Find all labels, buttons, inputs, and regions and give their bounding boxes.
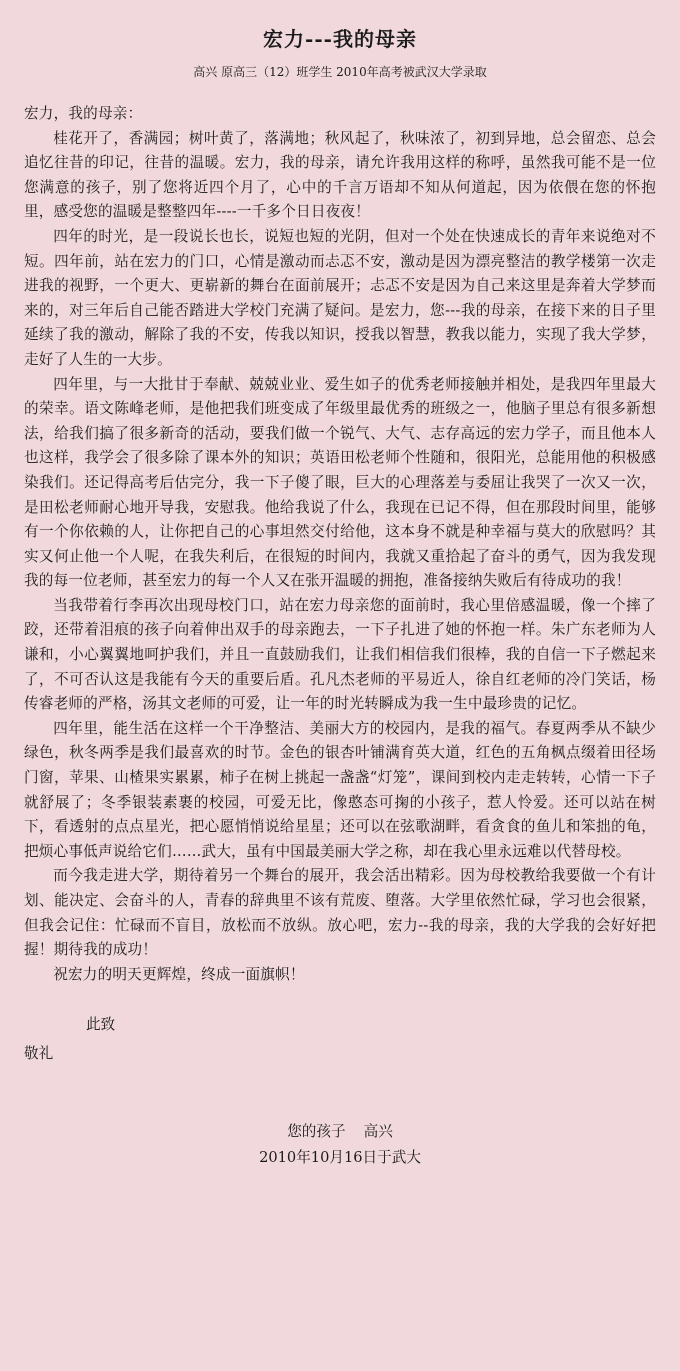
closing-ci-zhi: 此致 — [86, 1016, 116, 1034]
author-info: 高兴 原高三（12）班学生 2010年高考被武汉大学录取 — [193, 65, 487, 79]
article-title: 宏力---我的母亲 — [263, 27, 417, 51]
paragraph-5: 四年里，能生活在这样一个干净整洁、美丽大方的校园内，是我的福气。春夏两季从不缺少绿色，秋冬两季是我们最喜欢的时节。金色的银杏叶铺满育英大道，红色的五角枫点缀着田径场门窗，苹果、山楂果实累累，柿子在树上挑起一盏盏“灯笼”，课间到校内走走转转，心情一下子就舒展了；冬季银装素裹的校园，可爱无比，像憨态可掬的小孩子，惹人怜爱。还可以站在树下，看透射的点点星光，把心愿悄悄说给星星；还可以在弦歌湖畔，看贪食的鱼儿和笨拙的龟，把烦心事低声说给它们……武大，虽有中国最美丽大学之称，却在我心里永远难以代替母校。 — [24, 719, 656, 860]
paragraph-2: 四年的时光，是一段说长也长，说短也短的光阴，但对一个处在快速成长的青年来说绝对不短。四年前，站在宏力的门口，心情是激动而忐忑不安，激动是因为漂亮整洁的教学楼第一次走进我的视野，一个更大、更崭新的舞台在面前展开；忐忑不安是因为自己来这里是奔着大学梦而来的，对三年后自己能否踏进大学校门充满了疑问。是宏力，您---我的母亲，在接下来的日子里延续了我的激动，解除了我的不安，传我以知识，授我以智慧，教我以能力，实现了我大学梦，走好了人生的一大步。 — [24, 227, 656, 368]
signature-from: 您的孩子 — [287, 1122, 346, 1140]
closing-wish: 祝宏力的明天更辉煌，终成一面旗帜！ — [53, 965, 305, 983]
signature-date: 2010年10月16日于武大 — [259, 1148, 421, 1166]
signature-name: 高兴 — [363, 1122, 393, 1140]
closing-jing-li: 敬礼 — [24, 1044, 54, 1062]
salutation: 宏力，我的母亲： — [24, 105, 143, 122]
letter-body — [24, 102, 656, 987]
paragraph-4: 当我带着行李再次出现母校门口，站在宏力母亲您的面前时，我心里倍感温暖，像一个摔了跤，还带着泪痕的孩子向着伸出双手的母亲跑去，一下子扎进了她的怀抱一样。朱广东老师为人谦和，小心翼翼地呵护我们，并且一直鼓励我们，让我们相信我们很棒，我的自信一下子燃起来了，不可否认这是我能有今天的重要后盾。孔凡杰老师的平易近人，徐自红老师的冷门笑话，杨传睿老师的严格，汤其文老师的可爱，让一年的时光转瞬成为我一生中最珍贵的记忆。 — [24, 596, 656, 713]
paragraph-6: 而今我走进大学，期待着另一个舞台的展开，我会活出精彩。因为母校教给我要做一个有计划、能决定、会奋斗的人，青春的辞典里不该有荒废、堕落。大学里依然忙碌，学习也会很紧，但我会记住：忙碌而不盲目，放松而不放纵。放心吧，宏力--我的母亲，我的大学我的会好好把握！期待我的成功！ — [24, 867, 656, 959]
signature-line — [24, 1119, 656, 1145]
signature-block — [24, 1119, 656, 1171]
paragraph-1: 桂花开了，香满园；树叶黄了，落满地；秋风起了，秋味浓了，初到异地，总会留恋、总会追忆往昔的印记，往昔的温暖。宏力，我的母亲，请允许我用这样的称呼，虽然我可能不是一位您满意的孩子，别了您将近四个月了，心中的千言万语却不知从何道起，因为依偎在您的怀抱里，感受您的温暖是整整四年----一千多个日日夜夜！ — [24, 129, 656, 221]
paragraph-3: 四年里，与一大批甘于奉献、兢兢业业、爱生如子的优秀老师接触并相处，是我四年里最大的荣幸。语文陈峰老师，是他把我们班变成了年级里最优秀的班级之一，他脑子里总有很多新想法，给我们搞了很多新奇的活动，要我们做一个锐气、大气、志存高远的宏力学子，而且他本人也这样，我学会了很多除了课本外的知识；英语田松老师个性随和，很阳光，总能用他的积极感染我们。还记得高考后估完分，我一下子傻了眼，巨大的心理落差与委屈让我哭了一次又一次，是田松老师耐心地开导我，安慰我。他给我说了什么，我现在已记不得，但在那段时间里，能够有一个你依赖的人，让你把自己的心事坦然交付给他，这本身不就是种幸福与莫大的欣慰吗？其实又何止他一个人呢，在我失利后，在很短的时间内，我就又重拾起了奋斗的勇气，因为我发现我的每一位老师，甚至宏力的每一个人又在张开温暖的拥抱，准备接纳失败后有待成功的我！ — [24, 375, 656, 590]
